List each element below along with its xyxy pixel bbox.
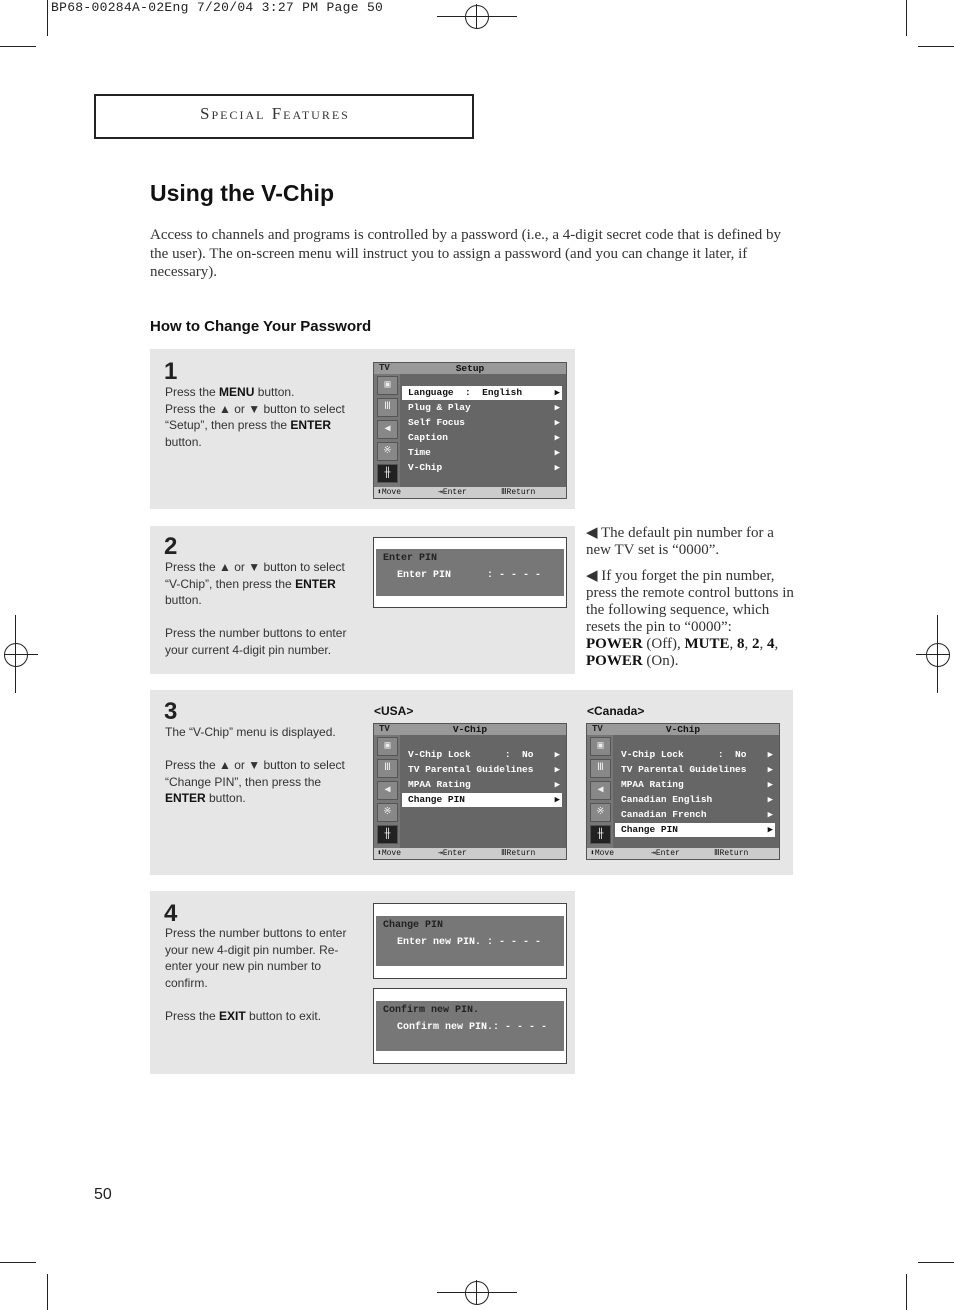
- step-line: Press the ▲ or ▼ button to select “Setup”, then press the ENTER button.: [165, 401, 345, 449]
- step-number: 4: [164, 900, 178, 927]
- menu-item[interactable]: [615, 823, 775, 837]
- step-2-text: [165, 559, 357, 659]
- menu-item[interactable]: [615, 778, 775, 792]
- step-3-text: [165, 724, 357, 807]
- picture-icon: ▣: [590, 737, 611, 756]
- setup-icon: ╫: [590, 825, 611, 844]
- arrow-right-icon: ▶: [554, 448, 560, 458]
- sound-icon: Ⅲ: [377, 759, 398, 778]
- note-forgot-pin: ◀ If you forget the pin number, press the remote control buttons in the following sequence, which resets the pin to “0000”: POWER (Off), MUTE, 8, 2, 4, POWER (On).: [586, 568, 794, 669]
- menu-item[interactable]: [402, 446, 562, 460]
- pin-entry: Confirm new PIN.: - - - -: [397, 1022, 548, 1033]
- menu-item-label: Plug & Play: [408, 402, 471, 413]
- registration-mark-icon: [465, 1281, 489, 1305]
- menu-item-label: MPAA Rating: [621, 779, 684, 790]
- menu-item-label: Canadian French: [621, 809, 707, 820]
- osd-footer: ⬍Move ⇥Enter ⅢReturn: [374, 487, 566, 498]
- menu-item[interactable]: [402, 431, 562, 445]
- sound-icon: Ⅲ: [377, 398, 398, 417]
- step-4-text: [165, 925, 357, 1025]
- menu-item-label: V-Chip Lock : No: [408, 749, 534, 760]
- step-number: 3: [164, 698, 178, 725]
- step-line: Press the ▲ or ▼ button to select “V-Chip”, then press the ENTER button.: [165, 560, 345, 608]
- tv-label: TV: [379, 363, 390, 373]
- channel-icon: ※: [377, 442, 398, 461]
- intro-paragraph: Access to channels and programs is controlled by a password (i.e., a 4-digit secret code that is defined by the user). The on-screen menu will instruct you to assign a password (and you can change it later, if necessary).: [150, 227, 782, 280]
- menu-item[interactable]: [615, 793, 775, 807]
- arrow-right-icon: ▶: [767, 795, 773, 805]
- registration-mark-icon: [465, 5, 489, 29]
- print-header: BP68-00284A-02Eng 7/20/04 3:27 PM Page 50: [51, 0, 384, 15]
- step-line: Press the MENU button.: [165, 385, 295, 399]
- menu-item-label: Change PIN: [408, 794, 466, 805]
- note-bullet-icon: ◀: [586, 568, 602, 584]
- menu-items: [400, 374, 566, 487]
- menu-item-label: MPAA Rating: [408, 779, 471, 790]
- speaker-icon: ◀: [377, 781, 398, 800]
- vchip-canada-screen: [586, 723, 780, 860]
- menu-item[interactable]: [402, 778, 562, 792]
- channel-icon: ※: [377, 803, 398, 822]
- menu-item-label: Canadian English: [621, 794, 713, 805]
- menu-item-label: Change PIN: [621, 824, 679, 835]
- crop-mark: [0, 46, 36, 47]
- step-number: 2: [164, 533, 178, 560]
- canada-label: <Canada>: [587, 704, 645, 718]
- channel-icon: ※: [590, 803, 611, 822]
- menu-item-label: Caption: [408, 432, 448, 443]
- menu-item[interactable]: [402, 416, 562, 430]
- crop-mark: [906, 1274, 907, 1310]
- crop-mark: [0, 1262, 36, 1263]
- confirm-pin-screen: [373, 988, 567, 1064]
- registration-mark-icon: [926, 643, 950, 667]
- menu-item[interactable]: [615, 808, 775, 822]
- menu-item[interactable]: [615, 748, 775, 762]
- setup-menu-screen: [373, 362, 567, 499]
- pin-entry: Enter new PIN. : - - - -: [397, 937, 542, 948]
- menu-item[interactable]: [402, 763, 562, 777]
- osd-footer: ⬍Move ⇥Enter ⅢReturn: [587, 848, 779, 859]
- menu-item-label: V-Chip: [408, 462, 443, 473]
- menu-item-label: Self Focus: [408, 417, 466, 428]
- arrow-right-icon: ▶: [767, 780, 773, 790]
- tv-label: TV: [592, 724, 603, 734]
- arrow-right-icon: ▶: [554, 750, 560, 760]
- menu-item[interactable]: [402, 386, 562, 400]
- subsection-title: How to Change Your Password: [150, 318, 372, 335]
- step-line: Press the number buttons to enter your new 4-digit pin number. Re-enter your new pin number to confirm.: [165, 926, 347, 990]
- vchip-usa-screen: [373, 723, 567, 860]
- section-title: Special Features: [200, 104, 350, 123]
- note-default-pin: ◀ The default pin number for a new TV set is “0000”.: [586, 525, 774, 558]
- setup-icon: ╫: [377, 464, 398, 483]
- pin-heading: Change PIN: [383, 920, 444, 931]
- crop-mark: [47, 0, 48, 36]
- arrow-right-icon: ▶: [554, 765, 560, 775]
- note-bullet-icon: ◀: [586, 525, 602, 541]
- change-pin-screen: [373, 903, 567, 979]
- crop-mark: [906, 0, 907, 36]
- usa-label: <USA>: [374, 704, 414, 718]
- arrow-right-icon: ▶: [554, 403, 560, 413]
- menu-item-label: Time: [408, 447, 431, 458]
- menu-title: Setup: [455, 363, 485, 374]
- menu-title: V-Chip: [665, 724, 701, 735]
- step-1-text: [165, 384, 357, 450]
- sound-icon: Ⅲ: [590, 759, 611, 778]
- registration-mark-icon: [4, 643, 28, 667]
- menu-item[interactable]: [402, 748, 562, 762]
- osd-footer: ⬍Move ⇥Enter ⅢReturn: [374, 848, 566, 859]
- pin-heading: Enter PIN: [383, 553, 438, 564]
- menu-items: [613, 735, 779, 848]
- menu-item[interactable]: [615, 763, 775, 777]
- crop-mark: [918, 46, 954, 47]
- step-line: Press the number buttons to enter your current 4-digit pin number.: [165, 626, 347, 657]
- speaker-icon: ◀: [377, 420, 398, 439]
- picture-icon: ▣: [377, 737, 398, 756]
- pin-heading: Confirm new PIN.: [383, 1005, 480, 1016]
- menu-item-label: TV Parental Guidelines: [621, 764, 747, 775]
- menu-item-label: V-Chip Lock : No: [621, 749, 747, 760]
- arrow-right-icon: ▶: [554, 780, 560, 790]
- page-title: Using the V-Chip: [150, 180, 334, 206]
- menu-title: V-Chip: [452, 724, 488, 735]
- crop-mark: [47, 1274, 48, 1310]
- picture-icon: ▣: [377, 376, 398, 395]
- menu-item[interactable]: [402, 461, 562, 475]
- tv-label: TV: [379, 724, 390, 734]
- arrow-right-icon: ▶: [554, 433, 560, 443]
- step-number: 1: [164, 358, 178, 385]
- step-line: The “V-Chip” menu is displayed.: [165, 725, 336, 739]
- arrow-right-icon: ▶: [554, 388, 560, 398]
- menu-item[interactable]: [402, 401, 562, 415]
- arrow-right-icon: ▶: [767, 765, 773, 775]
- step-line: Press the EXIT button to exit.: [165, 1008, 322, 1023]
- arrow-right-icon: ▶: [767, 825, 773, 835]
- arrow-right-icon: ▶: [554, 463, 560, 473]
- arrow-right-icon: ▶: [767, 750, 773, 760]
- page-number: 50: [94, 1186, 112, 1203]
- arrow-right-icon: ▶: [767, 810, 773, 820]
- enter-pin-screen: [373, 537, 567, 608]
- arrow-right-icon: ▶: [554, 795, 560, 805]
- step-line: Press the ▲ or ▼ button to select “Change PIN”, then press the ENTER button.: [165, 758, 345, 806]
- arrow-right-icon: ▶: [554, 418, 560, 428]
- menu-item-label: TV Parental Guidelines: [408, 764, 534, 775]
- pin-entry: Enter PIN : - - - -: [397, 570, 542, 581]
- setup-icon: ╫: [377, 825, 398, 844]
- crop-mark: [918, 1262, 954, 1263]
- menu-item[interactable]: [402, 793, 562, 807]
- menu-items: [400, 735, 566, 848]
- speaker-icon: ◀: [590, 781, 611, 800]
- menu-item-label: Language : English: [408, 387, 523, 398]
